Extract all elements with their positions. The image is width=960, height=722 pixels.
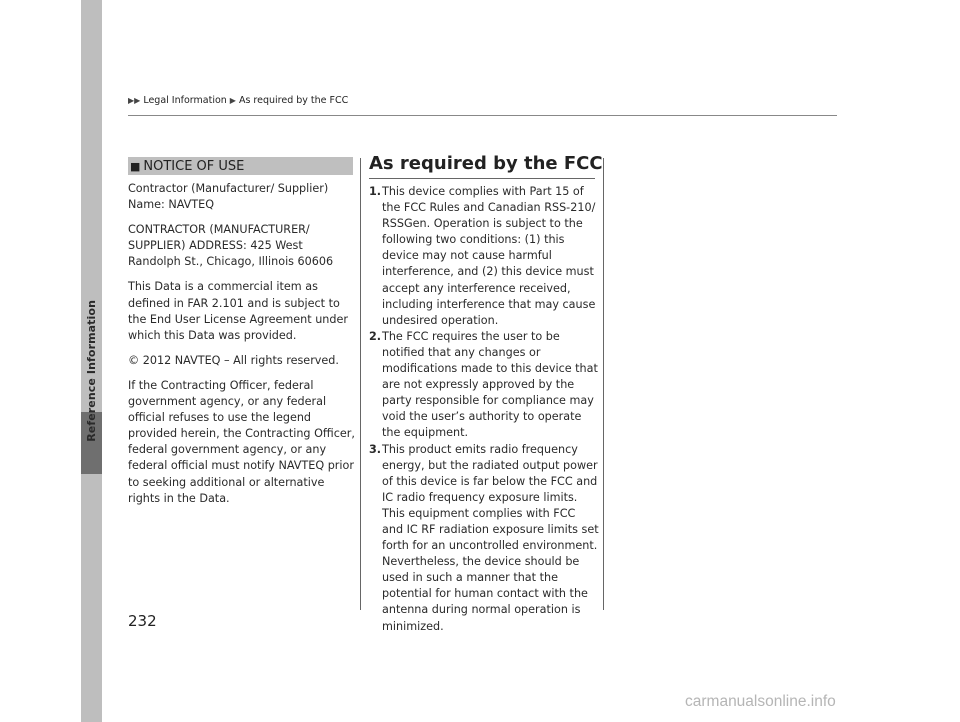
- breadcrumb-arrow-icon: ▶: [229, 96, 236, 105]
- notice-paragraph: If the Contracting Officer, federal government agency, or any federal official refuses to use the legend provided herein, the Contracting Officer, federal government agency, or any federal official must notify NAVTEQ prior to seeking additional or alternative rights in the Data.: [128, 378, 355, 505]
- fcc-list: [369, 184, 599, 635]
- notice-heading: NOTICE OF USE: [143, 158, 245, 174]
- header-rule: [128, 115, 837, 116]
- title-rule: [369, 178, 595, 179]
- list-item: [369, 329, 599, 442]
- breadcrumb-item-legal[interactable]: Legal Information: [143, 95, 227, 106]
- notice-paragraph: CONTRACTOR (MANUFACTURER/ SUPPLIER) ADDRESS: 425 West Randolph St., Chicago, Illinois 60606: [128, 223, 334, 269]
- breadcrumb-item-current: As required by the FCC: [238, 95, 349, 106]
- notice-heading-bar: [128, 157, 353, 175]
- notice-paragraph: Contractor (Manufacturer/ Supplier) Name: NAVTEQ: [128, 182, 329, 212]
- breadcrumb-arrow-icon: ▶▶: [128, 96, 141, 105]
- watermark: carmanualsonline.info: [685, 693, 836, 710]
- column-divider: [603, 158, 604, 610]
- notice-paragraph: © 2012 NAVTEQ – All rights reserved.: [128, 353, 339, 367]
- section-title: As required by the FCC: [369, 153, 603, 174]
- list-item: [369, 184, 599, 329]
- list-item-number: 1.: [369, 185, 382, 198]
- sidebar-section-label: Reference Information: [85, 300, 98, 442]
- column-divider: [360, 158, 361, 610]
- list-item-text: This device complies with Part 15 of the FCC Rules and Canadian RSS-210/ RSSGen. Operation is subject to the following two conditions: (1) this device may not cause harmful interference, and (2) this device must accept any interference received, including interference that may cause undesired operation.: [382, 185, 596, 327]
- notice-paragraph: This Data is a commercial item as defined in FAR 2.101 and is subject to the End User License Agreement under which this Data was provided.: [128, 280, 348, 342]
- list-item-number: 2.: [369, 329, 382, 343]
- notice-body: [128, 181, 355, 516]
- square-bullet-icon: ■: [130, 159, 141, 173]
- list-item-text: The FCC requires the user to be notified that any changes or modifications made to this device that are not expressly approved by the party responsible for compliance may void the user’s authority to operate the equipment.: [382, 329, 598, 440]
- page-number: 232: [128, 612, 157, 630]
- list-item: [369, 442, 599, 635]
- breadcrumb: [128, 95, 348, 106]
- list-item-text: This product emits radio frequency energy, but the radiated output power of this device is far below the FCC and IC radio frequency exposure limits. This equipment complies with FCC and IC RF radiation exposure limits set forth for an uncontrolled environment. Nevertheless, the device should be used in such a manner that the potential for human contact with the antenna during normal operation is minimized.: [382, 442, 599, 633]
- list-item-number: 3.: [369, 442, 382, 456]
